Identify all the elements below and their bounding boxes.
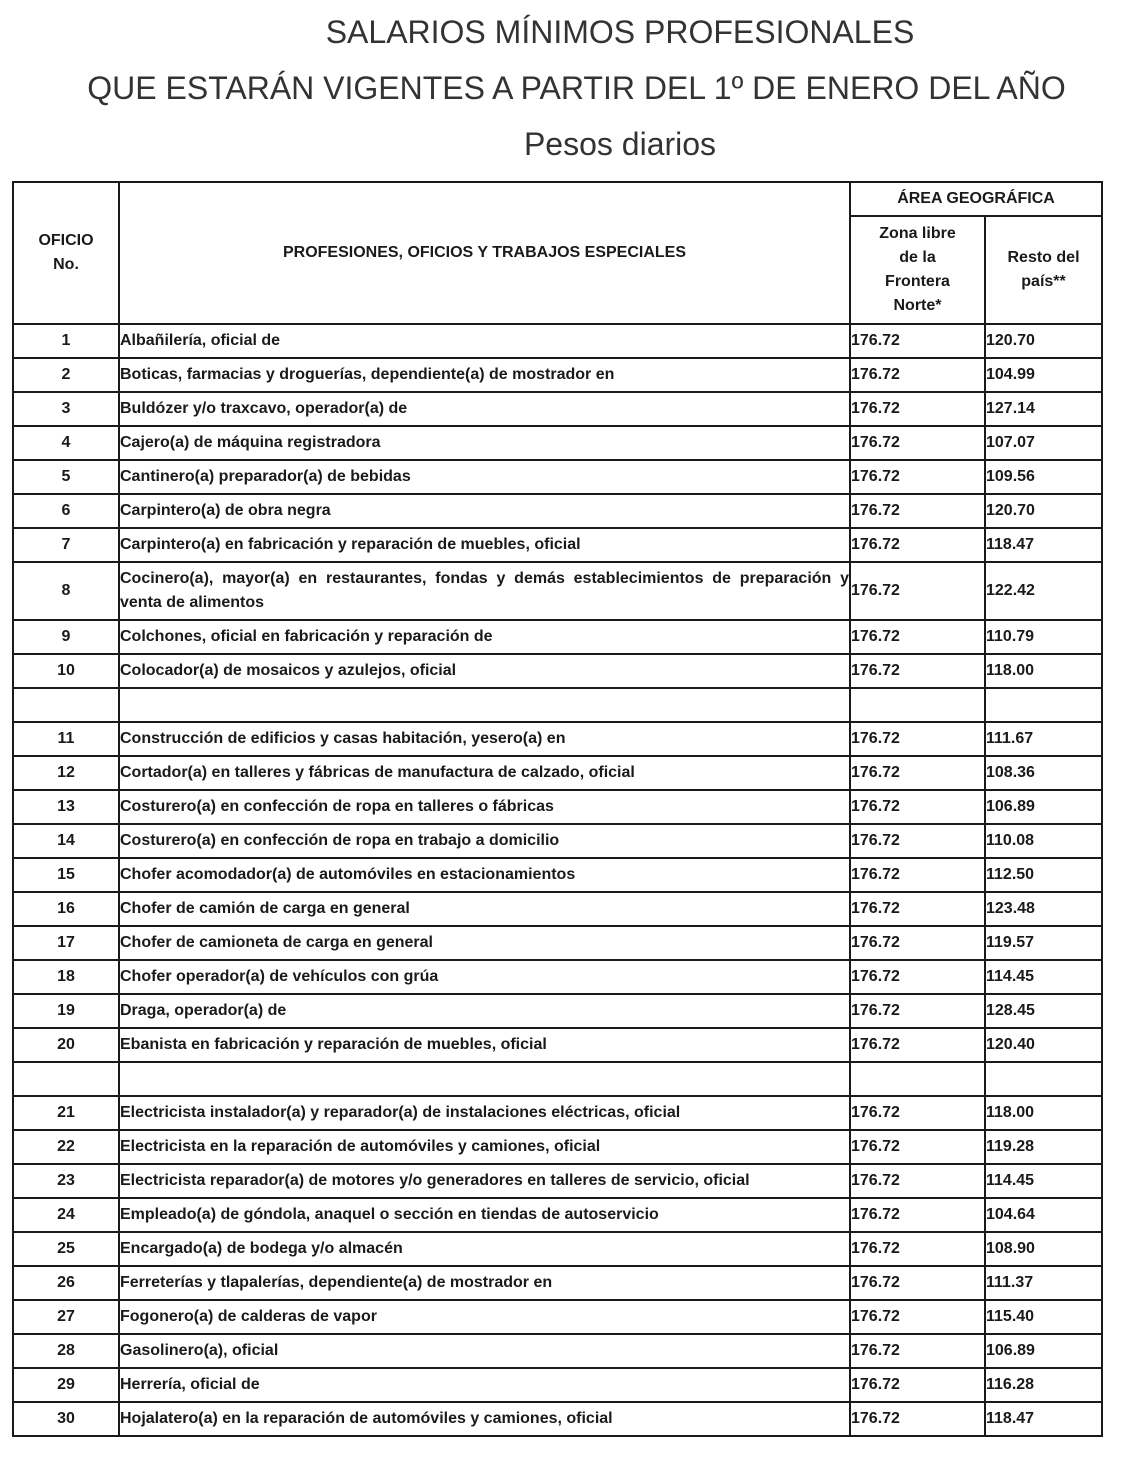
- oficio-number: 12: [13, 756, 119, 790]
- header-resto-line1: Resto del: [1007, 249, 1080, 266]
- oficio-number: 13: [13, 790, 119, 824]
- table-row: [13, 1232, 1102, 1266]
- salary-resto-pais: 128.45: [985, 994, 1102, 1028]
- header-resto-line2: país**: [1021, 273, 1066, 290]
- oficio-number: 18: [13, 960, 119, 994]
- salary-zona-libre: 176.72: [850, 994, 985, 1028]
- header-oficio: [13, 182, 119, 324]
- salary-zona-libre: 176.72: [850, 426, 985, 460]
- profesion-description: Herrería, oficial de: [119, 1368, 850, 1402]
- table-row: [13, 528, 1102, 562]
- table-row: [13, 494, 1102, 528]
- salary-resto-pais: 114.45: [985, 1164, 1102, 1198]
- salary-resto-pais: 111.67: [985, 722, 1102, 756]
- salary-zona-libre: 176.72: [850, 1232, 985, 1266]
- header-profesiones: PROFESIONES, OFICIOS Y TRABAJOS ESPECIALES: [119, 182, 850, 324]
- empty-cell: [13, 1062, 119, 1096]
- profesion-description: Encargado(a) de bodega y/o almacén: [119, 1232, 850, 1266]
- title-line-2: QUE ESTARÁN VIGENTES A PARTIR DEL 1º DE ENERO DEL AÑO: [87, 70, 1066, 106]
- salary-zona-libre: 176.72: [850, 1266, 985, 1300]
- salary-zona-libre: 176.72: [850, 756, 985, 790]
- oficio-number: 1: [13, 324, 119, 358]
- profesion-description: Construcción de edificios y casas habitación, yesero(a) en: [119, 722, 850, 756]
- table-row: [13, 1198, 1102, 1232]
- oficio-number: 2: [13, 358, 119, 392]
- profesion-description: Cocinero(a), mayor(a) en restaurantes, fondas y demás establecimientos de preparación y venta de alimentos: [119, 562, 850, 620]
- salary-resto-pais: 120.40: [985, 1028, 1102, 1062]
- salary-resto-pais: 120.70: [985, 494, 1102, 528]
- profesion-description: Carpintero(a) de obra negra: [119, 494, 850, 528]
- salary-resto-pais: 110.79: [985, 620, 1102, 654]
- salary-zona-libre: 176.72: [850, 1130, 985, 1164]
- oficio-number: 26: [13, 1266, 119, 1300]
- salary-resto-pais: 111.37: [985, 1266, 1102, 1300]
- salary-zona-libre: 176.72: [850, 892, 985, 926]
- salary-resto-pais: 119.28: [985, 1130, 1102, 1164]
- oficio-number: 14: [13, 824, 119, 858]
- salary-zona-libre: 176.72: [850, 1028, 985, 1062]
- table-row: [13, 926, 1102, 960]
- salary-resto-pais: 116.28: [985, 1368, 1102, 1402]
- empty-cell: [985, 688, 1102, 722]
- table-row: [13, 756, 1102, 790]
- salary-zona-libre: 176.72: [850, 1368, 985, 1402]
- salary-resto-pais: 122.42: [985, 562, 1102, 620]
- salary-resto-pais: 109.56: [985, 460, 1102, 494]
- salary-resto-pais: 108.36: [985, 756, 1102, 790]
- header-oficio-line1: OFICIO: [38, 232, 94, 249]
- separator-row: [13, 1062, 1102, 1096]
- salary-resto-pais: 118.47: [985, 1402, 1102, 1436]
- profesion-description: Cantinero(a) preparador(a) de bebidas: [119, 460, 850, 494]
- salary-zona-libre: 176.72: [850, 1300, 985, 1334]
- table-row: [13, 358, 1102, 392]
- oficio-number: 8: [13, 562, 119, 620]
- profesion-description: Chofer operador(a) de vehículos con grúa: [119, 960, 850, 994]
- oficio-number: 24: [13, 1198, 119, 1232]
- profesion-description: Cajero(a) de máquina registradora: [119, 426, 850, 460]
- profesion-description: Chofer acomodador(a) de automóviles en estacionamientos: [119, 858, 850, 892]
- oficio-number: 15: [13, 858, 119, 892]
- oficio-number: 16: [13, 892, 119, 926]
- salary-resto-pais: 107.07: [985, 426, 1102, 460]
- profesion-description: Electricista instalador(a) y reparador(a) de instalaciones eléctricas, oficial: [119, 1096, 850, 1130]
- header-area-geografica: ÁREA GEOGRÁFICA: [850, 182, 1102, 216]
- table-row: [13, 1334, 1102, 1368]
- separator-row: [13, 688, 1102, 722]
- salary-zona-libre: 176.72: [850, 460, 985, 494]
- salary-zona-libre: 176.72: [850, 654, 985, 688]
- table-row: [13, 790, 1102, 824]
- table-row: [13, 994, 1102, 1028]
- oficio-number: 7: [13, 528, 119, 562]
- salary-resto-pais: 106.89: [985, 1334, 1102, 1368]
- salary-resto-pais: 106.89: [985, 790, 1102, 824]
- profesion-description: Hojalatero(a) en la reparación de automóviles y camiones, oficial: [119, 1402, 850, 1436]
- salary-resto-pais: 112.50: [985, 858, 1102, 892]
- oficio-number: 28: [13, 1334, 119, 1368]
- salary-zona-libre: 176.72: [850, 960, 985, 994]
- table-row: [13, 324, 1102, 358]
- title-line-1: SALARIOS MÍNIMOS PROFESIONALES: [325, 14, 915, 50]
- profesion-description: Electricista en la reparación de automóviles y camiones, oficial: [119, 1130, 850, 1164]
- table-row: [13, 1164, 1102, 1198]
- salary-zona-libre: 176.72: [850, 790, 985, 824]
- profesion-description: Chofer de camión de carga en general: [119, 892, 850, 926]
- title-line-3: Pesos diarios: [523, 126, 717, 162]
- profesion-description: Ebanista en fabricación y reparación de muebles, oficial: [119, 1028, 850, 1062]
- empty-cell: [119, 1062, 850, 1096]
- profesion-description: Gasolinero(a), oficial: [119, 1334, 850, 1368]
- header-zona-libre: [850, 216, 985, 324]
- salary-zona-libre: 176.72: [850, 358, 985, 392]
- salary-zona-libre: 176.72: [850, 1198, 985, 1232]
- profesion-description: Electricista reparador(a) de motores y/o generadores en talleres de servicio, oficial: [119, 1164, 850, 1198]
- oficio-number: 9: [13, 620, 119, 654]
- empty-cell: [119, 688, 850, 722]
- oficio-number: 27: [13, 1300, 119, 1334]
- header-zona-line2: de la: [899, 249, 936, 266]
- oficio-number: 11: [13, 722, 119, 756]
- profesion-description: Cortador(a) en talleres y fábricas de manufactura de calzado, oficial: [119, 756, 850, 790]
- salary-resto-pais: 119.57: [985, 926, 1102, 960]
- salary-zona-libre: 176.72: [850, 1164, 985, 1198]
- profesion-description: Colchones, oficial en fabricación y reparación de: [119, 620, 850, 654]
- profesion-description: Costurero(a) en confección de ropa en talleres o fábricas: [119, 790, 850, 824]
- salary-resto-pais: 120.70: [985, 324, 1102, 358]
- salary-resto-pais: 110.08: [985, 824, 1102, 858]
- oficio-number: 19: [13, 994, 119, 1028]
- table-row: [13, 1130, 1102, 1164]
- oficio-number: 6: [13, 494, 119, 528]
- table-row: [13, 562, 1102, 620]
- salary-zona-libre: 176.72: [850, 926, 985, 960]
- profesion-description: Fogonero(a) de calderas de vapor: [119, 1300, 850, 1334]
- profesion-description: Boticas, farmacias y droguerías, dependiente(a) de mostrador en: [119, 358, 850, 392]
- salary-zona-libre: 176.72: [850, 1334, 985, 1368]
- salary-zona-libre: 176.72: [850, 1096, 985, 1130]
- salary-resto-pais: 114.45: [985, 960, 1102, 994]
- salary-zona-libre: 176.72: [850, 324, 985, 358]
- salary-resto-pais: 115.40: [985, 1300, 1102, 1334]
- profesion-description: Colocador(a) de mosaicos y azulejos, oficial: [119, 654, 850, 688]
- profesion-description: Chofer de camioneta de carga en general: [119, 926, 850, 960]
- salary-zona-libre: 176.72: [850, 494, 985, 528]
- table-header: [13, 182, 1102, 324]
- salary-zona-libre: 176.72: [850, 562, 985, 620]
- table-row: [13, 460, 1102, 494]
- salary-resto-pais: 104.99: [985, 358, 1102, 392]
- table-row: [13, 654, 1102, 688]
- table-row: [13, 1402, 1102, 1436]
- table-row: [13, 1266, 1102, 1300]
- oficio-number: 20: [13, 1028, 119, 1062]
- salary-resto-pais: 108.90: [985, 1232, 1102, 1266]
- table-row: [13, 1368, 1102, 1402]
- table-row: [13, 824, 1102, 858]
- profesion-description: Albañilería, oficial de: [119, 324, 850, 358]
- oficio-number: 29: [13, 1368, 119, 1402]
- oficio-number: 23: [13, 1164, 119, 1198]
- oficio-number: 4: [13, 426, 119, 460]
- empty-cell: [850, 1062, 985, 1096]
- table-row: [13, 1096, 1102, 1130]
- empty-cell: [13, 688, 119, 722]
- empty-cell: [850, 688, 985, 722]
- table-row: [13, 960, 1102, 994]
- salary-zona-libre: 176.72: [850, 528, 985, 562]
- header-zona-line1: Zona libre: [879, 225, 956, 242]
- profesion-description: Draga, operador(a) de: [119, 994, 850, 1028]
- wage-table: [12, 181, 1103, 1437]
- table-row: [13, 426, 1102, 460]
- salary-resto-pais: 123.48: [985, 892, 1102, 926]
- table-row: [13, 1028, 1102, 1062]
- salary-resto-pais: 118.00: [985, 1096, 1102, 1130]
- profesion-description: Empleado(a) de góndola, anaquel o sección en tiendas de autoservicio: [119, 1198, 850, 1232]
- table-row: [13, 722, 1102, 756]
- oficio-number: 22: [13, 1130, 119, 1164]
- oficio-number: 21: [13, 1096, 119, 1130]
- table-row: [13, 892, 1102, 926]
- salary-resto-pais: 127.14: [985, 392, 1102, 426]
- salary-zona-libre: 176.72: [850, 392, 985, 426]
- oficio-number: 30: [13, 1402, 119, 1436]
- table-body: [13, 324, 1102, 1436]
- table-row: [13, 620, 1102, 654]
- oficio-number: 10: [13, 654, 119, 688]
- empty-cell: [985, 1062, 1102, 1096]
- header-oficio-line2: No.: [53, 256, 79, 273]
- oficio-number: 25: [13, 1232, 119, 1266]
- header-resto-pais: [985, 216, 1102, 324]
- salary-resto-pais: 104.64: [985, 1198, 1102, 1232]
- header-zona-line3: Frontera: [885, 273, 950, 290]
- salary-zona-libre: 176.72: [850, 620, 985, 654]
- profesion-description: Costurero(a) en confección de ropa en trabajo a domicilio: [119, 824, 850, 858]
- table-row: [13, 858, 1102, 892]
- profesion-description: Buldózer y/o traxcavo, operador(a) de: [119, 392, 850, 426]
- profesion-description: Carpintero(a) en fabricación y reparación de muebles, oficial: [119, 528, 850, 562]
- salary-zona-libre: 176.72: [850, 1402, 985, 1436]
- salary-resto-pais: 118.47: [985, 528, 1102, 562]
- salary-zona-libre: 176.72: [850, 824, 985, 858]
- table-row: [13, 392, 1102, 426]
- salary-zona-libre: 176.72: [850, 722, 985, 756]
- salary-resto-pais: 118.00: [985, 654, 1102, 688]
- oficio-number: 17: [13, 926, 119, 960]
- oficio-number: 3: [13, 392, 119, 426]
- oficio-number: 5: [13, 460, 119, 494]
- table-row: [13, 1300, 1102, 1334]
- profesion-description: Ferreterías y tlapalerías, dependiente(a) de mostrador en: [119, 1266, 850, 1300]
- salary-zona-libre: 176.72: [850, 858, 985, 892]
- header-zona-line4: Norte*: [893, 297, 942, 314]
